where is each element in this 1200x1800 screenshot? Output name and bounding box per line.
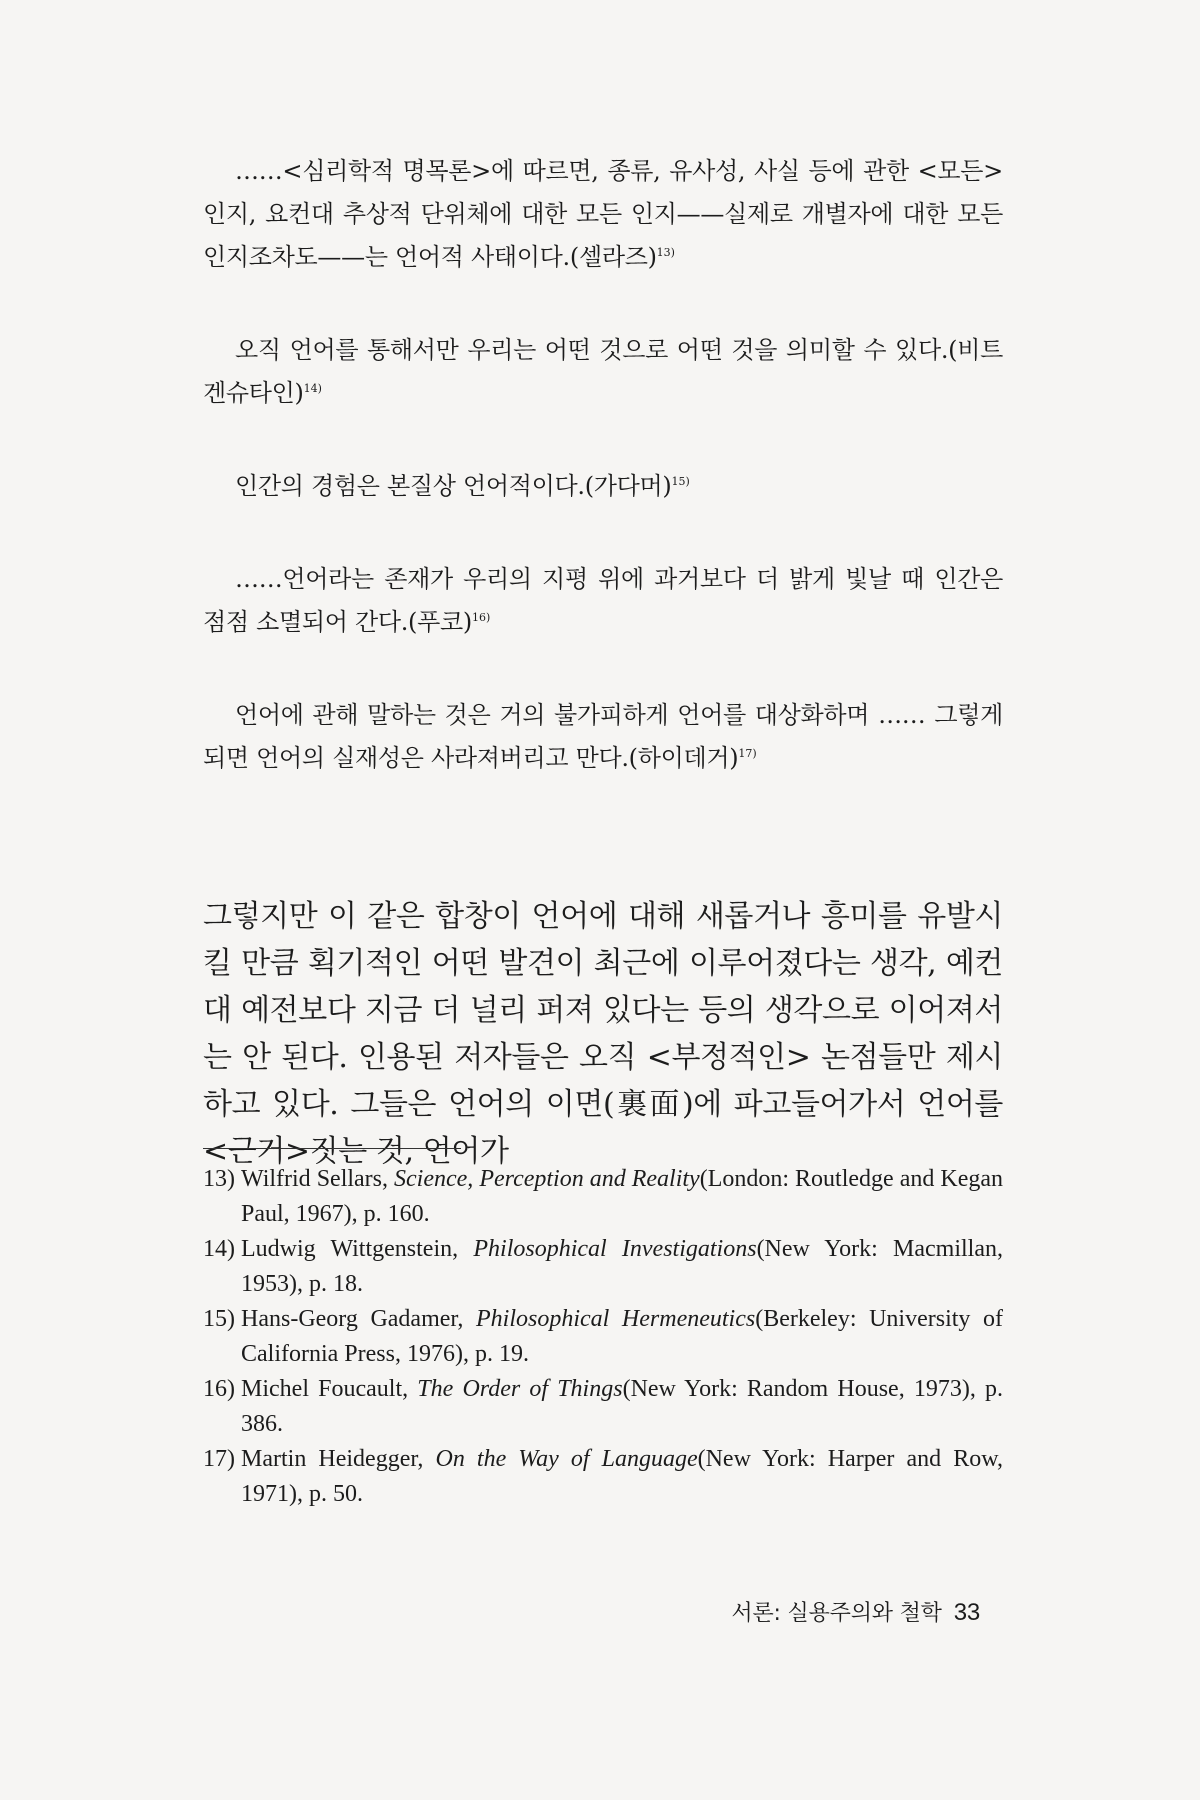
footnote-text — [233, 1162, 1003, 1232]
footnote-author: Martin Heidegger, — [241, 1446, 436, 1472]
footnote-publication: (Berkeley: University of California Press, 1976), p. 19. — [241, 1306, 1003, 1367]
footnote-text — [233, 1302, 1003, 1372]
footnote-ref[interactable]: 15) — [671, 475, 690, 488]
quote-text: ……언어라는 존재가 우리의 지평 위에 과거보다 더 밝게 빛날 때 인간은 점점 소멸되어 간다.(푸코) — [203, 565, 1003, 636]
footnote-title: Philosophical Investigations — [473, 1236, 757, 1262]
footnote-title: Philosophical Hermeneutics — [476, 1306, 756, 1332]
footnotes-list — [203, 1162, 1003, 1512]
footnote-text — [233, 1442, 1003, 1512]
section-title: 서론: 실용주의와 철학 — [731, 1601, 942, 1626]
footnote-15 — [203, 1302, 1003, 1372]
footnote-number: 17) — [203, 1446, 235, 1472]
body-paragraph: 그렇지만 이 같은 합창이 언어에 대해 새롭거나 흥미를 유발시킬 만큼 획기적인 어떤 발견이 최근에 이루어졌다는 생각, 예컨대 예전보다 지금 더 널리 퍼져 있다는 등의 생각으로 이어져서는 안 된다. 인용된 저자들은 오직 <부정적인> 논점들만 제시하고 있다. 그들은 언어의 이면(裏面)에 파고들어가서 언어를 <근거>짓는 것, 언어가 — [203, 899, 1003, 1169]
quote-text: 오직 언어를 통해서만 우리는 어떤 것으로 어떤 것을 의미할 수 있다.(비트겐슈타인) — [203, 336, 1003, 407]
footnote-number: 16) — [203, 1376, 235, 1402]
quote-text: 인간의 경험은 본질상 언어적이다.(가다머) — [235, 472, 672, 500]
footnote-13 — [203, 1162, 1003, 1232]
quote-foucault — [203, 558, 1003, 644]
footnote-ref[interactable]: 17) — [738, 747, 757, 760]
footnote-title: The Order of Things — [417, 1376, 623, 1402]
footnote-ref[interactable]: 13) — [656, 246, 675, 259]
quote-gadamer — [203, 465, 1003, 508]
footnote-text — [233, 1232, 1003, 1302]
quote-text: 언어에 관해 말하는 것은 거의 불가피하게 언어를 대상화하며 …… 그렇게 되면 언어의 실재성은 사라져버리고 만다.(하이데거) — [203, 701, 1003, 772]
footnote-17 — [203, 1442, 1003, 1512]
footnote-divider — [203, 1148, 461, 1149]
footnote-ref[interactable]: 16) — [471, 611, 491, 624]
footnote-ref[interactable]: 14) — [303, 382, 322, 395]
footnote-author: Michel Foucault, — [241, 1376, 418, 1402]
footnote-number: 13) — [203, 1166, 235, 1192]
quote-heidegger — [203, 694, 1003, 780]
footnote-number: 14) — [203, 1236, 235, 1262]
page-number: 33 — [953, 1599, 980, 1626]
footnote-number: 15) — [203, 1306, 235, 1332]
footnote-publication: (London: Routledge and Kegan Paul, 1967), p. 160. — [241, 1166, 1004, 1227]
quotations-block — [203, 150, 1003, 830]
footnote-text — [233, 1372, 1003, 1442]
footnote-title: Science, Perception and Reality — [394, 1166, 700, 1192]
footnote-publication: (New York: Random House, 1973), p. 386. — [241, 1376, 1004, 1437]
footnote-title: On the Way of Language — [435, 1446, 698, 1472]
footnote-author: Hans-Georg Gadamer, — [241, 1306, 477, 1332]
quote-sellars — [203, 150, 1003, 279]
footnote-publication: (New York: Harper and Row, 1971), p. 50. — [241, 1446, 1003, 1507]
footnote-author: Wilfrid Sellars, — [241, 1166, 395, 1192]
quote-text: ……<심리학적 명목론>에 따르면, 종류, 유사성, 사실 등에 관한 <모든> 인지, 요컨대 추상적 단위체에 대한 모든 인지——실제로 개별자에 대한 모든 인지조차도——는 언어적 사태이다.(셀라즈) — [203, 157, 1003, 271]
footnote-author: Ludwig Wittgenstein, — [241, 1236, 474, 1262]
quote-wittgenstein — [203, 329, 1003, 415]
footnote-14 — [203, 1232, 1003, 1302]
footnote-16 — [203, 1372, 1003, 1442]
running-footer — [731, 1596, 980, 1627]
footnote-publication: (New York: Macmillan, 1953), p. 18. — [241, 1236, 1003, 1297]
